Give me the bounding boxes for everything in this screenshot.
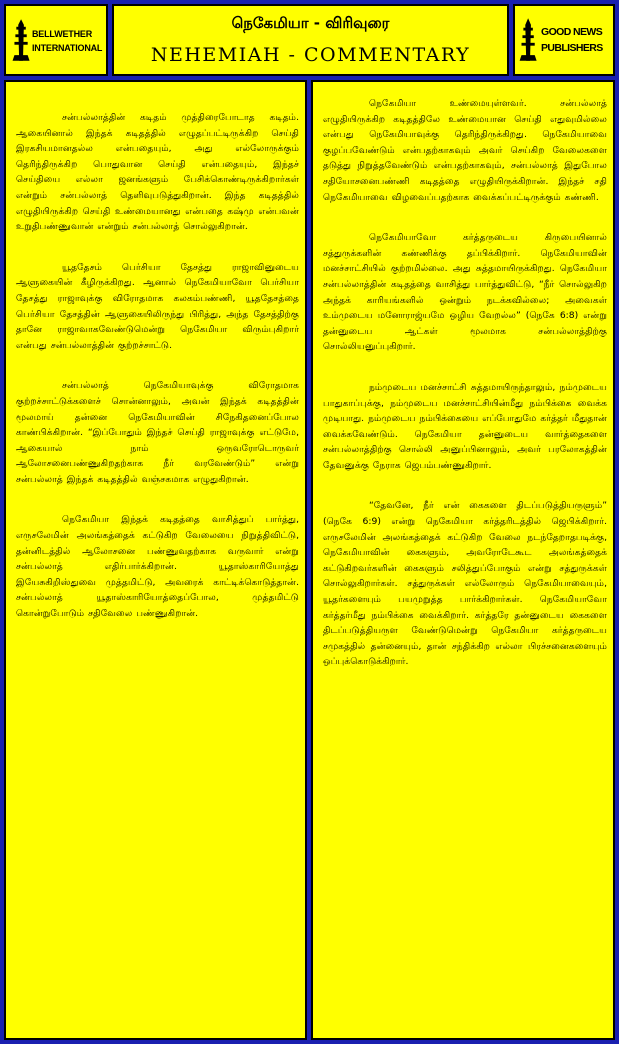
left-paragraph-1: சன்பல்லாத்தின் கடிதம் முத்திரைபோடாத கடிதம். ஆகையினால் இந்தக் கடிதத்தில் எழுதப்பட்டிருக்கிற செய்தி இரகசியமானதல்ல என்பதையும், அது எல்லோருக்கும் தெரிந்திருக்கிற பொதுவான செய்தி என்பதையும், இந்தச் செய்தியை எல்லா ஜனங்களும் பேசிக்கொண்டிருக்கிறார்கள் என்றும் சன்பல்லாத் தெளிவுபடுத்துகிறான். இந்த கடிதத்தில் எழுதியிருக்கிற செய்தி உண்மையானது என்பதை கஷ்மு என்பவன் உறுதிபண்ணுவான் என்றும் சன்பல்லாத் சொல்லுகிறான். [16, 112, 299, 233]
right-paragraph-3: நம்முடைய மனச்சாட்சி சுத்தமாயிருந்தாலும், நம்முடைய பாதுகாப்புக்கு, நம்முடைய மனச்சாட்சியின்மீது நம்பிக்கை வைக்க முடியாது. நம்முடைய நம்பிக்கையை எப்போதுமே கர்த்தர் மீதுதான் வைக்கவேண்டும். நெகேமியா தன்னுடைய வார்த்தைகளை சன்பல்லாத்திற்கு சொல்லி அனுப்பினாலும், அவர் பரலோகத்தின் தேவனுக்கு நேராக ஜெபம்பண்ணுகிறார். [323, 381, 607, 471]
left-paragraph-4: நெகேமியா இந்தக் கடிதத்தை வாசித்துப் பார்த்து, எருசலேமின் அலங்கத்தைக் கட்டுகிற வேலையை நிறுத்திவிட்டு, தன்னிடத்தில் ஆலோசனை பண்ணுவதற்காக வருவார் என்று சன்பல்லாத் எதிர்பார்க்கிறான். யூதாஸ்காரியோத்து இயேசுகிறிஸ்துவை முத்தமிட்டு, அவரைக் காட்டிக்கொடுத்தான். சன்பல்லாத் யூதாஸ்காரியோத்தைப்போல, முத்தமிட்டு கொன்றுபோடும் சதிவேலை பண்ணுகிறான். [16, 514, 299, 620]
right-paragraph-4: “தேவனே, நீர் என் கைகளை திடப்படுத்தியருளும்” (நெகே 6:9) என்று நெகேமியா கர்த்தரிடத்தில் ஜெபிக்கிறார். எருசலேமின் அலங்கத்தைக் கட்டுகிற வேலை நடந்தேறாதபடிக்கு, நெகேமியாவின் கைகளும், அவரோடேகூட அலங்கத்தைக் கட்டுகிறவர்களின் கைகளும் சலித்துப்போகும் என்று சத்துருக்கள் சொல்லுகிறார்கள். சத்துருக்கள் எல்லோரும் நெகேமியாவையும், யூதர்களையும் பயமுறுத்த பார்க்கிறார்கள். நெகேமியாவோ கர்த்தர்மீது நம்பிக்கை வைக்கிறார். கர்த்தரே தன்னுடைய கைகளை திடப்படுத்தியருள வேண்டுமென்று நெகேமியா கர்த்தருடைய சமுகத்தில் தன்னையும், தான் சந்திக்கிற எல்லா பிரச்சனைகளையும் ஒப்புக்கொடுக்கிறார். [323, 500, 607, 668]
title-tamil: நெகேமியா - விரிவுரை [231, 14, 390, 32]
left-column [4, 80, 307, 1040]
good-news-logo-line2: PUBLISHERS [541, 42, 603, 54]
right-column [311, 80, 615, 1040]
title-english: NEHEMIAH - COMMENTARY [150, 44, 471, 66]
good-news-logo [513, 4, 615, 76]
bellwether-logo-line1: BELLWETHER [32, 29, 92, 39]
left-paragraph-3: சன்பல்லாத் நெகேமியாவுக்கு விரோதமாக குற்றச்சாட்டுக்களைச் சொன்னாலும், அவன் இந்தக் கடிதத்தின் மூலமாய் தன்னை நெகேமியாவின் சிநேகிதனைப்போல காண்பிக்கிறான். “இப்போதும் இந்தச் செய்தி ராஜாவுக்கு எட்டுமே, ஆகையால் நாம் ஒருவரோடொருவர் ஆலோசனைபண்ணுகிறதற்காக நீர் வரவேண்டும்” என்று சன்பல்லாத் இந்தக் கடிதத்தில் வஞ்சகமாக எழுதுகிறான். [16, 380, 299, 485]
header-title-box [112, 4, 509, 76]
left-paragraph-2: யூததேசம் பெர்சியா தேசத்து ராஜாவினுடைய ஆளுகையின் கீழிருக்கிறது. ஆனால் நெகேமியாவோ பெர்சியா தேசத்து ராஜாவுக்கு விரோதமாக கலகம்பண்ணி, யூததேசத்தை பெர்சியா தேசத்தின் ஆளுகையிலிருந்து பிரித்து, அந்த தேசத்திற்கு தானே ராஜாவாகவேண்டுமென்று நெகேமியா விரும்புகிறார் என்பது சன்பல்லாத்தின் குற்றச்சாட்டு. [16, 261, 299, 351]
good-news-emblem-icon [515, 6, 613, 74]
right-paragraph-2: நெகேமியாவோ கர்த்தருடைய கிருபையினால் சத்துருக்களின் கண்ணிக்கு தப்பிக்கிறார். நெகேமியாவின் மனச்சாட்சியில் குற்றமில்லை. அது சுத்தமாயிருக்கிறது. நெகேமியா சன்பல்லாத்தின் கடிதத்தை வாசித்து பார்த்துவிட்டு, “நீர் சொல்லுகிற அந்தக் காரியங்களில் ஒன்றும் நடக்கவில்லை; அவைகள் உம்முடைய மனோராஜ்யமே ஒழிய வேறல்ல” (நெகே 6:8) என்று தன்னுடைய ஆட்கள் மூலமாக சன்பல்லாத்திற்கு சொல்லியனுப்புகிறார். [323, 232, 607, 353]
good-news-logo-line1: GOOD NEWS [541, 26, 603, 38]
bellwether-logo [4, 4, 108, 76]
bellwether-logo-line2: INTERNATIONAL [32, 43, 103, 53]
right-paragraph-1: நெகேமியா உண்மையுள்ளவர். சன்பல்லாத் எழுதியிருக்கிற கடிதத்திலே உண்மையான செய்தி எதுவுமில்லை என்பது நெகேமியாவுக்கு தெரிந்திருக்கிறது. நெகேமியாவை குழப்பவேண்டும் என்பதற்காகவும் அவர் செய்கிற வேலைகளை தடுத்து நிறுத்தவேண்டும் என்பதற்காகவும், சன்பல்லாத் இதுபோல சதியோசனைபண்ணி கடிதத்தை எழுதியிருக்கிறான். இந்தச் சதி நெகேமியாவை விழவைப்பதற்காக வைக்கப்பட்டிருக்கும் கண்ணி. [323, 98, 607, 203]
